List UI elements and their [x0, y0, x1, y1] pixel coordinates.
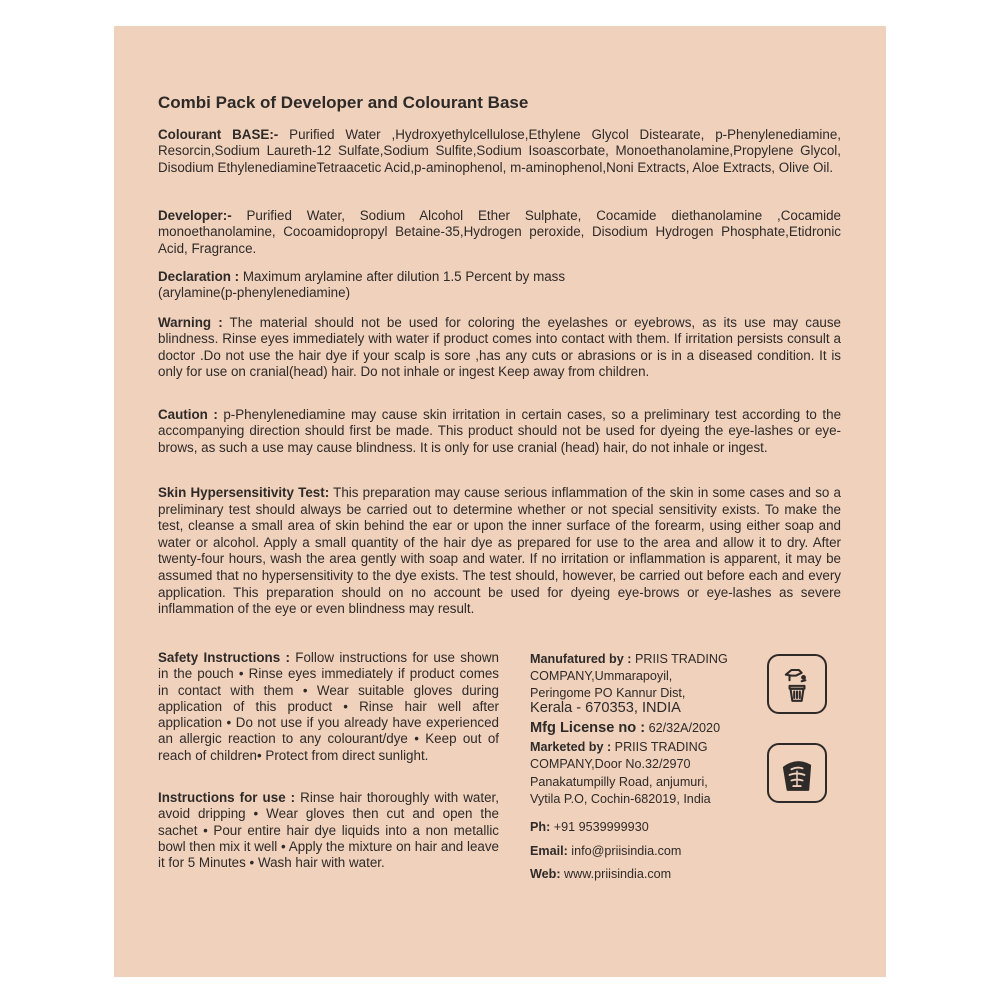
page-title: Combi Pack of Developer and Colourant Base [158, 93, 529, 112]
manufacturer-line2: COMPANY,Ummarapoyil, [530, 669, 673, 683]
email-value: info@priisindia.com [567, 844, 682, 858]
web-label: Web: [530, 867, 561, 881]
declaration-section [158, 269, 841, 302]
warning-label: Warning : [158, 315, 223, 330]
skin-test-label: Skin Hypersensitivity Test: [158, 485, 330, 500]
declaration-text: Maximum arylamine after dilution 1.5 Percent by mass [239, 269, 566, 284]
colourant-text: Purified Water ,Hydroxyethylcellulose,Ethylene Glycol Distearate, p-Phenylenediamine, Resorcin,Sodium Laureth-12 Sulfate,Sodium Sulfite,Sodium Isoascorbate, Monoethanolamine,Propylene Glycol, Disodium EthylenediamineTetraacetic Acid,p-aminophenol, m-aminophenol,Noni Extracts, Aloe Extracts, Olive Oil. [158, 127, 842, 175]
warning-section [158, 315, 841, 380]
manufacturer-label: Manufatured by : [530, 652, 632, 666]
declaration-label: Declaration : [158, 269, 240, 284]
safety-label: Safety Instructions : [158, 650, 290, 665]
phone-value: +91 9539999930 [550, 820, 649, 834]
colourant-section [158, 127, 841, 176]
warning-text: The material should not be used for coloring the eyelashes or eyebrows, as its use may cause blindness. Rinse eyes immediately with water if product comes into contact with them. If irritation persists consult a doctor .Do not use the hair dye if your scalp is sore ,has any cuts or abrasions or is in a diseased condition. It is only for use on cranial(head) hair. Do not inhale or ingest Keep away from children. [158, 315, 841, 379]
caution-section [158, 407, 841, 456]
instructions-label: Instructions for use : [158, 790, 296, 805]
instructions-section [158, 790, 499, 871]
safety-section [158, 650, 499, 764]
declaration-line2: (arylamine(p-phenylenediamine) [158, 285, 351, 301]
skin-test-section [158, 485, 841, 618]
web-line [530, 866, 671, 883]
phone-label: Ph: [530, 820, 551, 834]
manufacturer-line4: Kerala - 670353, INDIA [530, 700, 681, 716]
caution-text: p-Phenylenediamine may cause skin irritation in certain cases, so a preliminary test according to the accompanying direction should first be made. This product should not be used for dyeing the eye-lashes or eye-brows, as such a use may cause blindness. It is only for use cranial (head) hair, do not inhale or ingest. [158, 407, 842, 455]
email-label: Email: [530, 844, 568, 858]
license-line [530, 720, 720, 737]
manufacturer-line3: Peringome PO Kannur Dist, [530, 686, 686, 700]
developer-text: Purified Water, Sodium Alcohol Ether Sulphate, Cocamide diethanolamine ,Cocamide monoethanolamine, Cocoamidopropyl Betaine-35,Hydrogen peroxide, Disodium Hydrogen Phosphate,Etidronic Acid, Fragrance. [158, 208, 841, 256]
skin-test-text: This preparation may cause serious inflammation of the skin in some cases and so a preliminary test should always be carried out to determine whether or not special sensitivity exists. To make the test, cleanse a small area of skin behind the ear or upon the inner surface of the forearm, using either soap and water or alcohol. Apply a small quantity of the hair dye as prepared for use to the area and allow it to dry. After twenty-four hours, wash the area gently with soap and water. If no irritation or inflammation is apparent, it may be assumed that no hypersensitivity to the dye exists. The test should, however, be carried out before each and every application. This preparation should on no account be used for dyeing eye-brows or eye-lashes as severe inflammation of the eye or even blindness may result. [158, 485, 842, 617]
hand-hair-icon [767, 743, 827, 803]
developer-label: Developer:- [158, 208, 232, 223]
marketer-line3: Panakatumpilly Road, anjumuri, [530, 775, 708, 789]
safety-text: Follow instructions for use shown in the pouch • Rinse eyes immediately if product comes in contact with them • Wear suitable gloves during application of this product • Rinse hair well after application • Do not use if you already have experienced an allergic reaction to any colourant/dye • Keep out of reach of children• Protect from direct sunlight. [158, 650, 499, 763]
license-label: Mfg License no : [530, 720, 646, 736]
license-value: 62/32A/2020 [645, 721, 721, 735]
manufacturer-line1 [530, 651, 728, 668]
marketer-name: PRIIS TRADING [611, 740, 708, 754]
email-line [530, 843, 681, 860]
caution-label: Caution : [158, 407, 218, 422]
manufacturer-name: PRIIS TRADING [631, 652, 728, 666]
developer-section [158, 208, 841, 257]
instructions-text: Rinse hair thoroughly with water, avoid dripping • Wear gloves then cut and open the sachet • Pour entire hair dye liquids into a non metallic bowl then mix it well • Apply the mixture on hair and leave it for 5 Minutes • Wash hair with water. [158, 790, 499, 871]
marketer-line4: Vytila P.O, Cochin-682019, India [530, 792, 711, 806]
marketer-label: Marketed by : [530, 740, 612, 754]
marketer-line1 [530, 739, 708, 756]
colourant-label: Colourant BASE:- [158, 127, 279, 142]
dispose-in-bin-icon [767, 654, 827, 714]
phone-line [530, 819, 649, 836]
marketer-line2: COMPANY,Door No.32/2970 [530, 757, 691, 771]
web-value: www.priisindia.com [560, 867, 672, 881]
